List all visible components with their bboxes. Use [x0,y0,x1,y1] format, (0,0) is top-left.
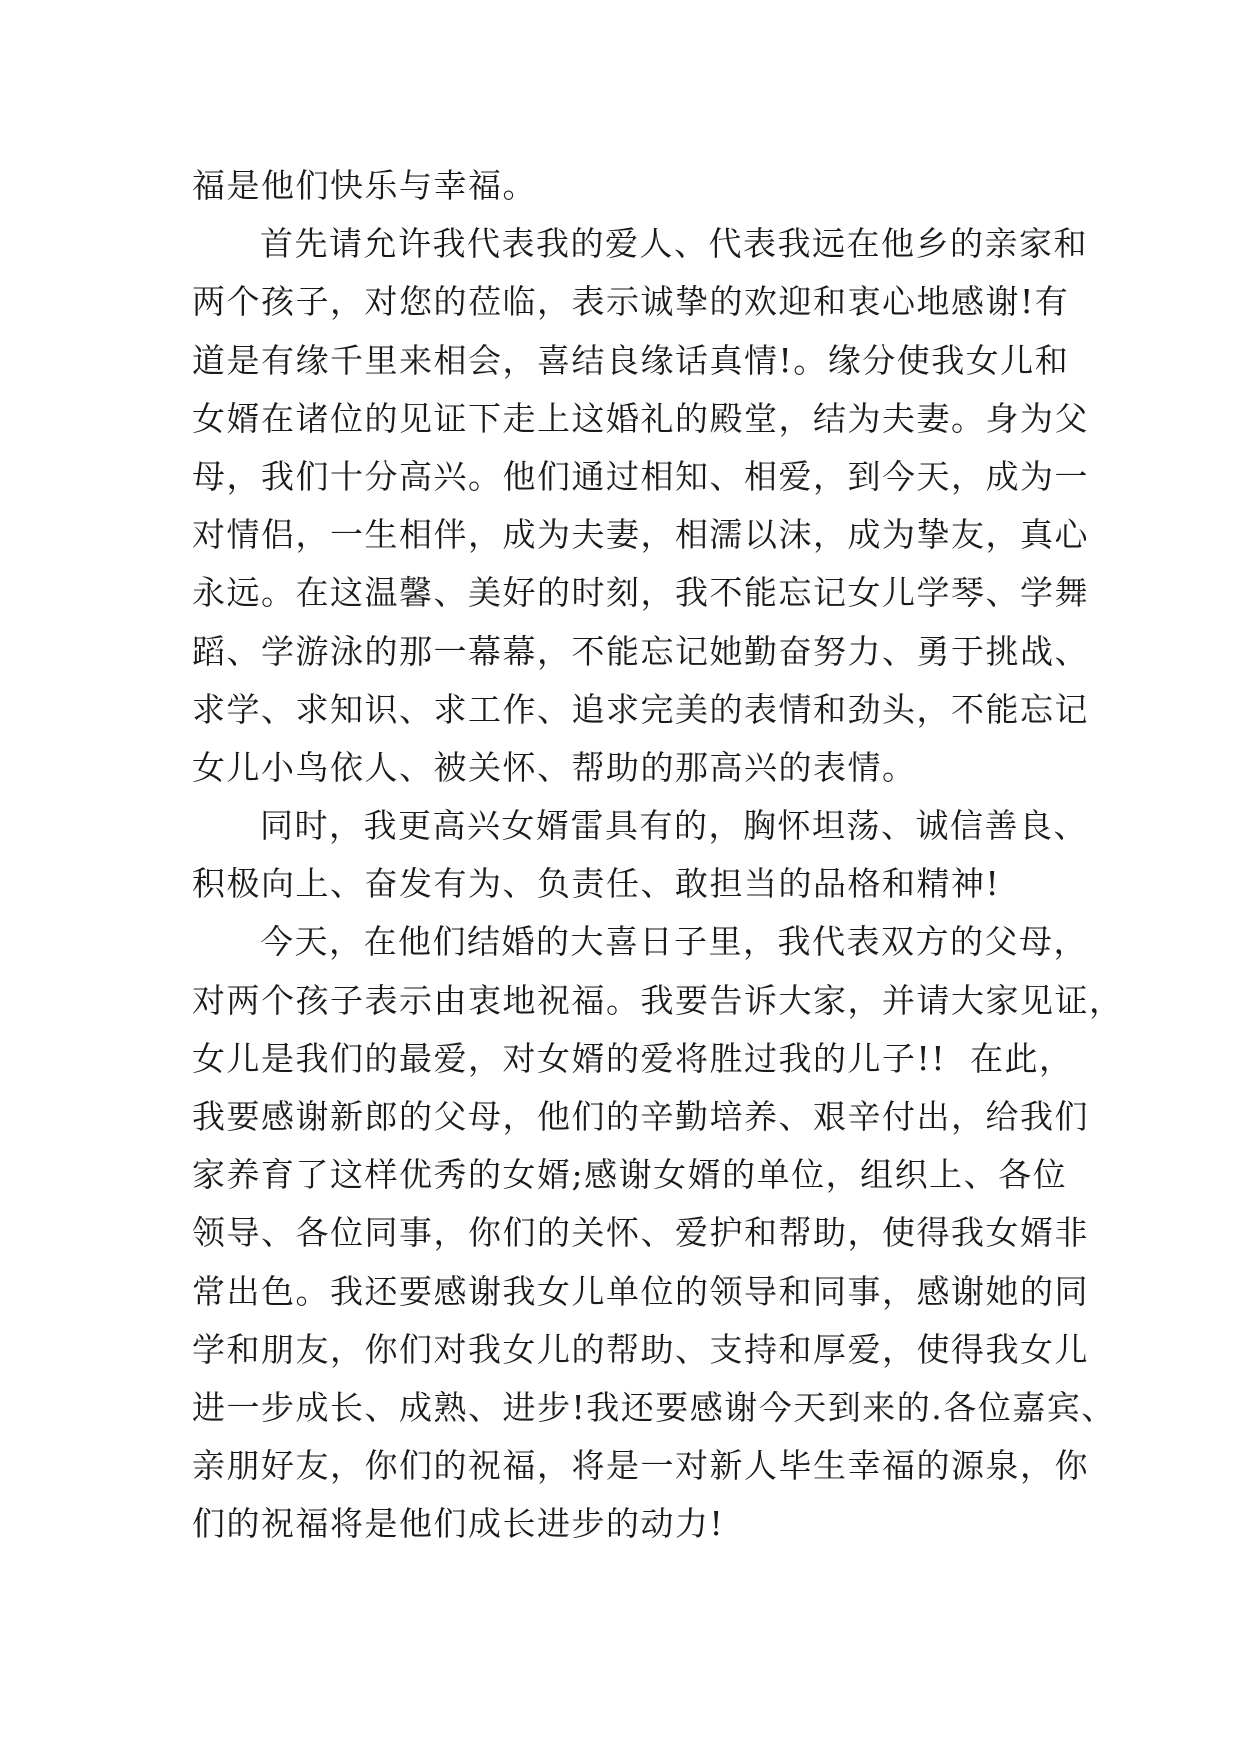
text-line: 女儿小鸟依人、被关怀、帮助的那高兴的表情。 [192,747,917,787]
text-line: 今天，在他们结婚的大喜日子里，我代表双方的父母， [260,922,1088,962]
text-line: 同时，我更高兴女婿雷具有的，胸怀坦荡、诚信善良、 [260,806,1088,846]
text-line: 们的祝福将是他们成长进步的动力! [192,1504,725,1544]
text-line: 常出色。我还要感谢我女儿单位的领导和同事，感谢她的同 [192,1271,1089,1311]
document-body [192,157,1124,1554]
text-line: 两个孩子，对您的莅临，表示诚挚的欢迎和衷心地感谢!有 [192,282,1070,322]
text-line: 我要感谢新郎的父母，他们的辛勤培养、艰辛付出，给我们 [192,1097,1089,1136]
text-line: 蹈、学游泳的那一幕幕，不能忘记她勤奋努力、勇于挑战、 [192,631,1089,671]
text-line: 对两个孩子表示由衷地祝福。我要告诉大家，并请大家见证， [192,980,1124,1020]
text-line: 学和朋友，你们对我女儿的帮助、支持和厚爱，使得我女儿 [192,1329,1089,1369]
text-line: 首先请允许我代表我的爱人、代表我远在他乡的亲家和 [260,224,1088,264]
text-line: 亲朋好友，你们的祝福，将是一对新人毕生幸福的源泉，你 [192,1446,1089,1486]
text-line: 福是他们快乐与幸福。 [192,166,537,205]
text-line: 女婿在诸位的见证下走上这婚礼的殿堂，结为夫妻。身为父 [192,398,1089,438]
text-line: 家养育了这样优秀的女婿;感谢女婿的单位，组织上、各位 [192,1155,1068,1195]
text-line: 道是有缘千里来相会，喜结良缘话真情!。缘分使我女儿和 [192,340,1070,380]
text-line: 对情侣，一生相伴，成为夫妻，相濡以沫，成为挚友，真心 [192,515,1089,555]
text-line: 领导、各位同事，你们的关怀、爱护和帮助，使得我女婿非 [192,1213,1089,1253]
text-line: 女儿是我们的最爱，对女婿的爱将胜过我的儿子!! 在此， [192,1038,1074,1078]
text-line: 永远。在这温馨、美好的时刻，我不能忘记女儿学琴、学舞 [192,573,1089,613]
text-line: 积极向上、奋发有为、负责任、敢担当的品格和精神! [192,864,1001,904]
text-line: 母，我们十分高兴。他们通过相知、相爱，到今天，成为一 [192,456,1089,496]
text-line: 进一步成长、成熟、进步!我还要感谢今天到来的.各位嘉宾、 [192,1387,1116,1427]
text-line: 求学、求知识、求工作、追求完美的表情和劲头，不能忘记 [192,689,1089,729]
